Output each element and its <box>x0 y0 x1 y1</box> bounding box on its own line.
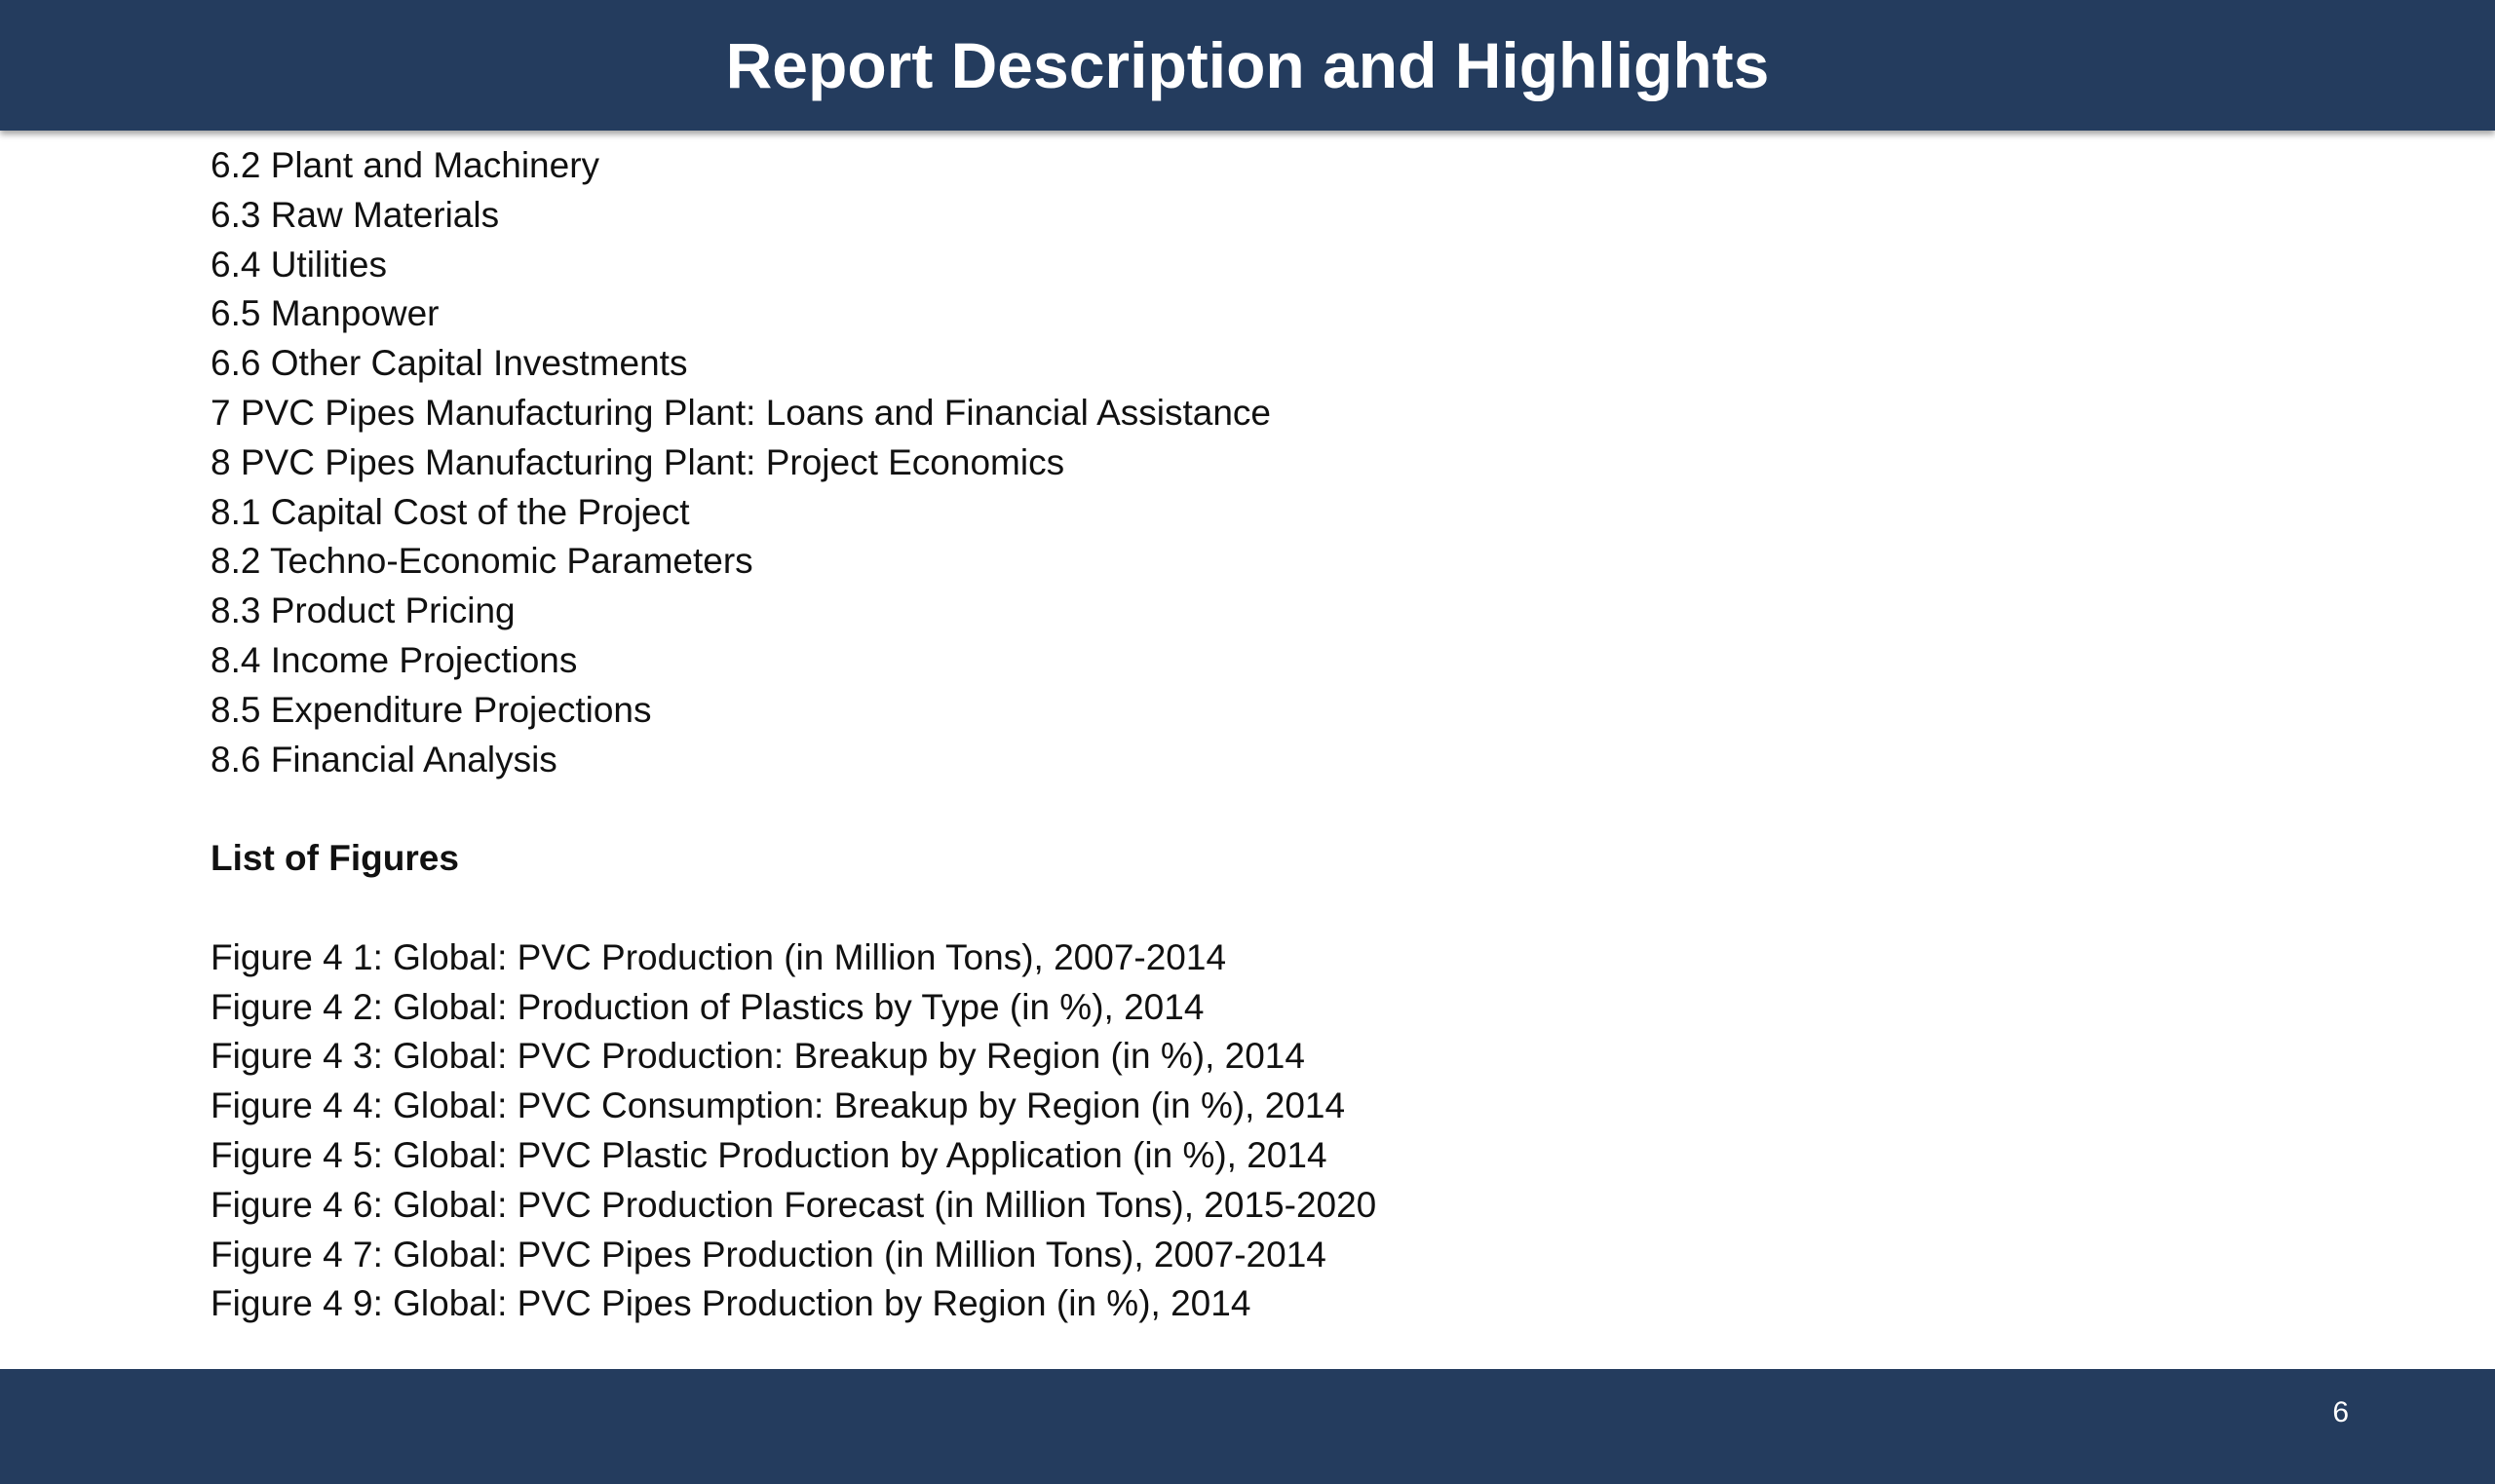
toc-item: 8 PVC Pipes Manufacturing Plant: Project Economics <box>211 441 1065 482</box>
toc-item: 6.3 Raw Materials <box>211 194 500 235</box>
slide-content <box>211 141 2355 1329</box>
toc-item: 8.3 Product Pricing <box>211 590 516 631</box>
toc-item: 7 PVC Pipes Manufacturing Plant: Loans and Financial Assistance <box>211 392 1272 433</box>
figure-item: Figure 4 9: Global: PVC Pipes Production by Region (in %), 2014 <box>211 1283 1251 1324</box>
toc-item: 6.6 Other Capital Investments <box>211 343 688 384</box>
figure-list <box>211 933 2355 1329</box>
figure-item: Figure 4 1: Global: PVC Production (in Million Tons), 2007-2014 <box>211 936 1227 977</box>
page-number: 6 <box>2332 1396 2349 1428</box>
toc-item: 8.2 Techno-Economic Parameters <box>211 541 753 582</box>
slide-title: Report Description and Highlights <box>725 29 1770 101</box>
figure-item: Figure 4 3: Global: PVC Production: Breakup by Region (in %), 2014 <box>211 1036 1305 1077</box>
figure-item: Figure 4 2: Global: Production of Plastics by Type (in %), 2014 <box>211 986 1205 1027</box>
toc-item: 6.2 Plant and Machinery <box>211 145 600 185</box>
list-of-figures-heading: List of Figures <box>211 838 459 879</box>
figure-item: Figure 4 7: Global: PVC Pipes Production (in Million Tons), 2007-2014 <box>211 1234 1326 1275</box>
toc-item: 8.5 Expenditure Projections <box>211 689 652 730</box>
toc-item: 6.5 Manpower <box>211 293 440 334</box>
toc-item: 8.6 Financial Analysis <box>211 739 557 780</box>
figure-item: Figure 4 4: Global: PVC Consumption: Breakup by Region (in %), 2014 <box>211 1085 1346 1126</box>
footer-bar <box>0 1369 2495 1484</box>
toc-list <box>211 141 2355 784</box>
toc-item: 8.4 Income Projections <box>211 639 578 680</box>
figure-item: Figure 4 6: Global: PVC Production Forecast (in Million Tons), 2015-2020 <box>211 1184 1377 1225</box>
figure-item: Figure 4 5: Global: PVC Plastic Production by Application (in %), 2014 <box>211 1134 1327 1175</box>
toc-item: 8.1 Capital Cost of the Project <box>211 491 690 532</box>
toc-item: 6.4 Utilities <box>211 244 387 285</box>
